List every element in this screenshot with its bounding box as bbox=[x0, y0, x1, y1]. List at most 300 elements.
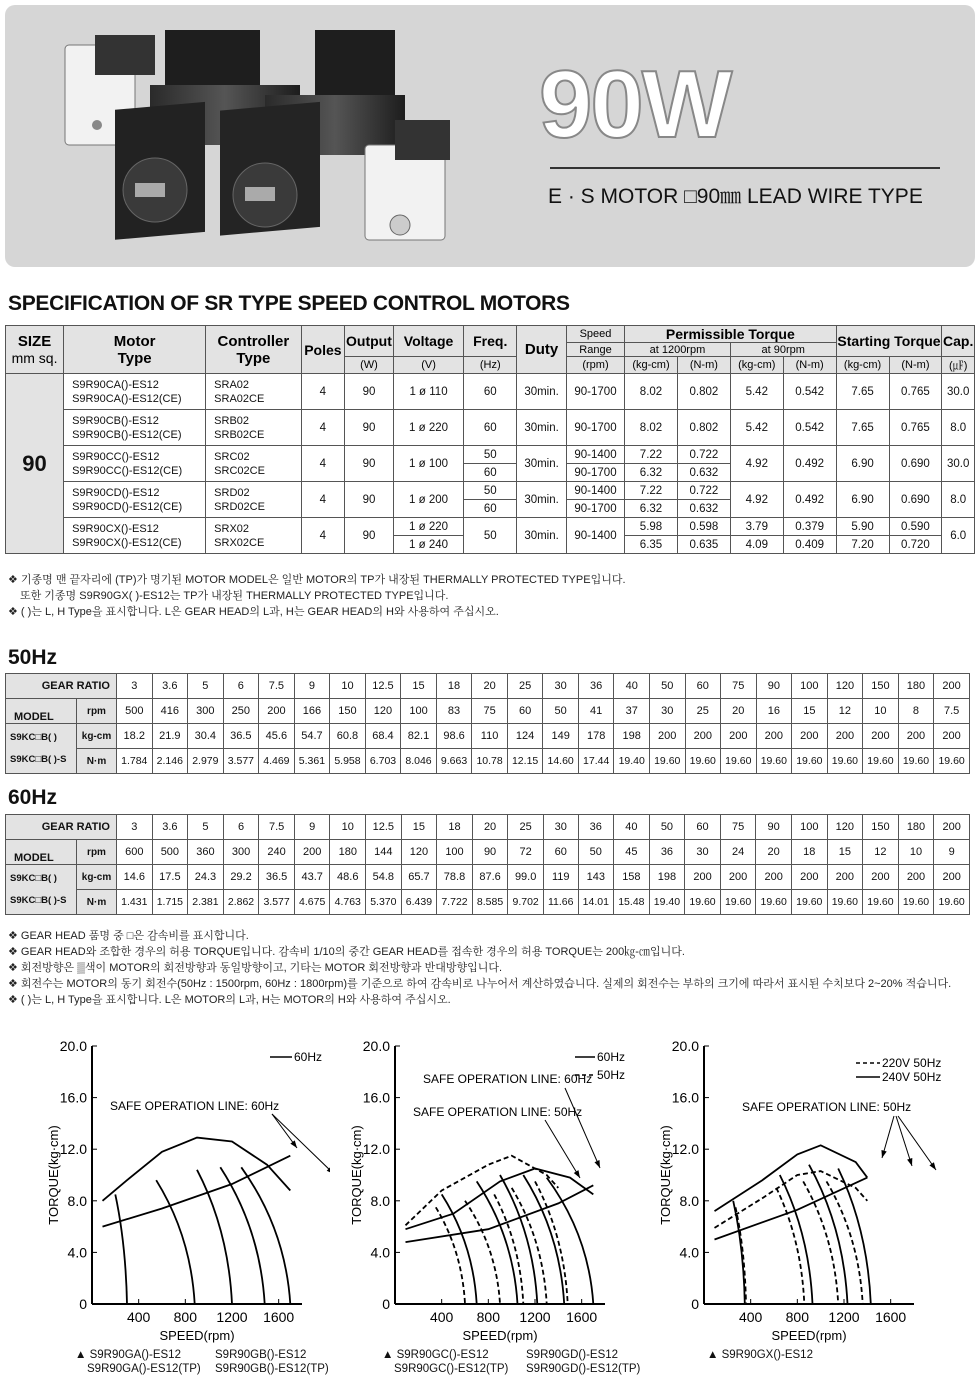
x-axis-label: SPEED(rpm) bbox=[159, 1328, 235, 1343]
nm-cell: 2.862 bbox=[223, 890, 259, 915]
pointer-head bbox=[907, 1158, 912, 1166]
unit-kgcm: (kg-cm) bbox=[730, 357, 783, 374]
load-curve bbox=[220, 1167, 264, 1304]
y-axis-label: TORQUE(kg·cm) bbox=[46, 1125, 61, 1225]
rpm-cell: 18 bbox=[791, 840, 827, 865]
nm-cell: 15.48 bbox=[614, 890, 650, 915]
poles-header: Poles bbox=[301, 326, 345, 374]
legend-label: 220V 50Hz bbox=[882, 1056, 942, 1070]
ratio-cell: 9 bbox=[294, 674, 330, 699]
speed-range: 90-1700 bbox=[566, 374, 624, 410]
y-axis-label: TORQUE(kg·cm) bbox=[349, 1125, 364, 1225]
ratio-cell: 40 bbox=[614, 815, 650, 840]
ratio-cell: 25 bbox=[507, 674, 543, 699]
voltage: 1 ø 100 bbox=[393, 446, 464, 482]
chart3-caption bbox=[707, 1348, 967, 1362]
pointer-line bbox=[545, 1120, 580, 1178]
freq: 60 bbox=[464, 410, 517, 446]
cap: 6.0 bbox=[942, 518, 975, 554]
speed-range: 90-1700 bbox=[566, 500, 624, 518]
ratio-cell: 18 bbox=[436, 674, 472, 699]
cap-unit: (㎌) bbox=[942, 357, 975, 374]
model-label: MODEL bbox=[6, 840, 77, 865]
kgcm-cell: 200 bbox=[791, 865, 827, 890]
kgcm-cell: 87.6 bbox=[472, 865, 508, 890]
ratio-cell: 30 bbox=[543, 674, 579, 699]
ratio-cell: 7.5 bbox=[259, 815, 295, 840]
ratio-row bbox=[6, 674, 970, 699]
nm-cell: 19.40 bbox=[649, 890, 685, 915]
legend-label: 50Hz bbox=[597, 1068, 626, 1082]
voltage: 1 ø 200 bbox=[393, 482, 464, 518]
unit-nm: (N-m) bbox=[889, 357, 942, 374]
rpm-cell: 72 bbox=[508, 840, 544, 865]
torque-90-kgcm: 5.42 bbox=[730, 410, 783, 446]
ratio-cell: 75 bbox=[720, 815, 756, 840]
starting-torque-header: Starting Torque bbox=[836, 326, 942, 357]
voltage: 1 ø 220 bbox=[393, 518, 464, 536]
voltage-unit: (V) bbox=[393, 357, 464, 374]
ratio-cell: 90 bbox=[756, 674, 792, 699]
nm-cell: 2.381 bbox=[188, 890, 224, 915]
caption-item: S9R90GB()-ES12 bbox=[215, 1349, 307, 1361]
torque-1200-nm: 0.632 bbox=[677, 464, 730, 482]
controller-type-header: Controller Type bbox=[206, 326, 301, 374]
caption-item: S9R90GD()-ES12(TP) bbox=[526, 1363, 641, 1375]
table-row bbox=[6, 446, 975, 464]
y-tick-label: 16.0 bbox=[59, 1089, 87, 1106]
rpm-label: rpm bbox=[77, 840, 117, 865]
load-curve bbox=[436, 1207, 465, 1304]
rpm-row bbox=[6, 699, 970, 724]
nm-cell: 19.60 bbox=[863, 749, 899, 774]
hz60-title: 60Hz bbox=[8, 786, 58, 809]
pointer-head bbox=[594, 1160, 600, 1168]
rpm-cell: 41 bbox=[578, 699, 614, 724]
spec-notes bbox=[8, 572, 626, 620]
caption-item: S9R90GD()-ES12 bbox=[526, 1349, 619, 1361]
note: 또한 기종명 S9R90GX( )-ES12는 TP가 내장된 THERMALLY PROTECTED TYPE입니다. bbox=[20, 590, 449, 602]
load-curve bbox=[827, 1181, 863, 1304]
kgcm-cell: 110 bbox=[472, 724, 508, 749]
kgcm-cell: 30.4 bbox=[188, 724, 224, 749]
rpm-cell: 8 bbox=[898, 699, 934, 724]
poles: 4 bbox=[301, 518, 345, 554]
kgcm-cell: 78.8 bbox=[437, 865, 473, 890]
torque-90-nm: 0.409 bbox=[783, 536, 836, 554]
motor-type-header: Motor Type bbox=[64, 326, 206, 374]
controller-type: SRX02 SRX02CE bbox=[206, 518, 301, 554]
cap-header: Cap. bbox=[942, 326, 975, 357]
x-tick-label: 1200 bbox=[519, 1309, 551, 1325]
ratio-cell: 30 bbox=[543, 815, 578, 840]
nm-cell: 19.60 bbox=[720, 890, 756, 915]
output: 90 bbox=[345, 410, 394, 446]
y-tick-label: 16.0 bbox=[671, 1089, 699, 1106]
kgcm-cell: 24.3 bbox=[188, 865, 224, 890]
kgcm-cell: 65.7 bbox=[401, 865, 437, 890]
torque-1200-nm: 0.722 bbox=[677, 446, 730, 464]
kgcm-cell: 36.5 bbox=[259, 865, 295, 890]
ratio-cell: 150 bbox=[863, 674, 899, 699]
rpm-cell: 37 bbox=[614, 699, 650, 724]
unit-nm: (N-m) bbox=[677, 357, 730, 374]
speed-unit: (rpm) bbox=[566, 357, 624, 374]
kgcm-cell: 200 bbox=[721, 724, 757, 749]
pointer-line bbox=[896, 1116, 912, 1166]
x-tick-label: 1200 bbox=[216, 1309, 248, 1325]
rpm-cell: 90 bbox=[472, 840, 508, 865]
x-tick-label: 1600 bbox=[263, 1309, 295, 1325]
rpm-label: rpm bbox=[77, 699, 117, 724]
freq: 50 bbox=[464, 518, 517, 554]
banner-subtitle: E · S MOTOR □90㎜ LEAD WIRE TYPE bbox=[548, 185, 923, 208]
model-cell: S9KC□B( ) S9KC□B( )-S bbox=[6, 865, 77, 915]
nm-row bbox=[6, 749, 970, 774]
ratio-cell: 40 bbox=[614, 674, 650, 699]
ratio-cell: 7.5 bbox=[259, 674, 295, 699]
nm-cell: 5.958 bbox=[330, 749, 366, 774]
caption-item: ▲ S9R90GC()-ES12 bbox=[382, 1349, 489, 1361]
table-row bbox=[6, 410, 975, 446]
freq: 50 bbox=[464, 482, 517, 500]
ratio-cell: 60 bbox=[685, 815, 721, 840]
kgcm-cell: 200 bbox=[898, 724, 934, 749]
nm-cell: 19.60 bbox=[685, 749, 721, 774]
nm-cell: 19.60 bbox=[649, 749, 685, 774]
gear-notes bbox=[8, 928, 951, 1008]
ratio-cell: 20 bbox=[472, 674, 508, 699]
ratio-cell: 6 bbox=[223, 674, 259, 699]
permissible-torque-header: Permissible Torque bbox=[625, 326, 837, 343]
starting-kgcm: 7.65 bbox=[836, 374, 889, 410]
ratio-cell: 100 bbox=[792, 674, 828, 699]
ratio-cell: 60 bbox=[685, 674, 721, 699]
nm-cell: 2.146 bbox=[152, 749, 188, 774]
ratio-cell: 100 bbox=[791, 815, 827, 840]
rpm-cell: 60 bbox=[507, 699, 543, 724]
torque-90-kgcm: 4.09 bbox=[730, 536, 783, 554]
note: ❖ 회전방향은 ▒색이 MOTOR의 회전방향과 동일방향이고, 기타는 MOTOR 회전방향과 반대방향입니다. bbox=[8, 962, 503, 974]
starting-nm: 0.590 bbox=[889, 518, 942, 536]
gear-ratio-label: GEAR RATIO bbox=[6, 674, 117, 699]
gear-ratio-label: GEAR RATIO bbox=[6, 815, 117, 840]
nm-cell: 6.439 bbox=[401, 890, 437, 915]
starting-kgcm: 7.20 bbox=[836, 536, 889, 554]
speed-range: 90-1400 bbox=[566, 482, 624, 500]
controller-type: SRA02 SRA02CE bbox=[206, 374, 301, 410]
freq: 50 bbox=[464, 446, 517, 464]
series-line-60hz bbox=[406, 1169, 594, 1230]
starting-kgcm: 7.65 bbox=[836, 410, 889, 446]
ratio-cell: 15 bbox=[401, 815, 437, 840]
nm-cell: 19.60 bbox=[934, 890, 970, 915]
rpm-cell: 200 bbox=[259, 699, 295, 724]
legend-label: 60Hz bbox=[294, 1050, 323, 1064]
torque-chart-3 bbox=[652, 1030, 952, 1350]
rpm-cell: 7.5 bbox=[934, 699, 970, 724]
output: 90 bbox=[345, 374, 394, 410]
rpm-cell: 300 bbox=[188, 699, 224, 724]
freq-header: Freq. bbox=[464, 326, 517, 357]
ratio-cell: 90 bbox=[756, 815, 792, 840]
ratio-cell: 6 bbox=[223, 815, 259, 840]
table-row bbox=[6, 518, 975, 536]
nm-cell: 12.15 bbox=[507, 749, 543, 774]
rpm-cell: 240 bbox=[259, 840, 295, 865]
kgcm-cell: 200 bbox=[756, 865, 792, 890]
starting-kgcm: 6.90 bbox=[836, 482, 889, 518]
ratio-cell: 9 bbox=[294, 815, 330, 840]
kgcm-cell: 98.6 bbox=[436, 724, 472, 749]
rpm-cell: 416 bbox=[152, 699, 188, 724]
kgcm-cell: 200 bbox=[827, 865, 863, 890]
rpm-cell: 150 bbox=[330, 699, 366, 724]
rpm-cell: 300 bbox=[223, 840, 259, 865]
nm-cell: 8.046 bbox=[401, 749, 437, 774]
rpm-cell: 10 bbox=[898, 840, 934, 865]
kgcm-label: kg-cm bbox=[77, 724, 117, 749]
unit-nm: (N-m) bbox=[783, 357, 836, 374]
load-curve bbox=[115, 1194, 127, 1304]
pointer-head bbox=[290, 1140, 297, 1148]
torque-90-nm: 0.542 bbox=[783, 410, 836, 446]
rpm-cell: 30 bbox=[685, 840, 721, 865]
kgcm-cell: 54.7 bbox=[294, 724, 330, 749]
nm-cell: 19.60 bbox=[756, 890, 792, 915]
nm-cell: 8.585 bbox=[472, 890, 508, 915]
nm-cell: 19.60 bbox=[898, 890, 934, 915]
motor-type: S9R90CD()-ES12 S9R90CD()-ES12(CE) bbox=[64, 482, 206, 518]
nm-cell: 4.675 bbox=[294, 890, 330, 915]
speed-range: 90-1700 bbox=[566, 410, 624, 446]
torque-1200-kgcm: 6.32 bbox=[625, 464, 678, 482]
size-header: SIZE mm sq. bbox=[6, 326, 64, 374]
product-banner bbox=[5, 5, 975, 267]
torque-1200-kgcm: 8.02 bbox=[625, 410, 678, 446]
y-tick-label: 0 bbox=[79, 1296, 87, 1312]
poles: 4 bbox=[301, 482, 345, 518]
load-curve bbox=[465, 1201, 500, 1304]
note: ❖ ( )는 L, H Type을 표시합니다. L은 GEAR HEAD의 L과, H는 GEAR HEAD의 H와 사용하여 주십시오. bbox=[8, 606, 499, 618]
torque-1200-nm: 0.722 bbox=[677, 482, 730, 500]
rpm-cell: 500 bbox=[152, 840, 188, 865]
ratio-cell: 5 bbox=[188, 674, 224, 699]
torque-90-nm: 0.379 bbox=[783, 518, 836, 536]
ratio-cell: 10 bbox=[330, 674, 366, 699]
rpm-cell: 12 bbox=[863, 840, 899, 865]
rpm-cell: 15 bbox=[827, 840, 863, 865]
torque-1200-nm: 0.632 bbox=[677, 500, 730, 518]
spec-title: SPECIFICATION OF SR TYPE SPEED CONTROL MOTORS bbox=[8, 292, 570, 315]
nm-cell: 3.577 bbox=[223, 749, 259, 774]
speed-header: Speed bbox=[566, 326, 624, 343]
ratio-cell: 3 bbox=[117, 815, 153, 840]
nm-cell: 5.370 bbox=[366, 890, 402, 915]
y-tick-label: 16.0 bbox=[362, 1089, 390, 1106]
ratio-cell: 50 bbox=[649, 674, 685, 699]
ratio-cell: 200 bbox=[934, 815, 970, 840]
safe-line-label: SAFE OPERATION LINE: 60Hz bbox=[110, 1099, 280, 1113]
x-tick-label: 800 bbox=[785, 1309, 810, 1325]
legend-label: 240V 50Hz bbox=[882, 1070, 942, 1084]
y-tick-label: 4.0 bbox=[67, 1244, 87, 1261]
ratio-cell: 180 bbox=[898, 815, 934, 840]
motor-type: S9R90CA()-ES12 S9R90CA()-ES12(CE) bbox=[64, 374, 206, 410]
load-curve bbox=[241, 1167, 290, 1304]
x-tick-label: 1600 bbox=[875, 1309, 907, 1325]
starting-nm: 0.720 bbox=[889, 536, 942, 554]
load-curve bbox=[780, 1175, 813, 1304]
speed-range: 90-1700 bbox=[566, 464, 624, 482]
duty: 30min. bbox=[517, 446, 567, 482]
torque-90-kgcm: 5.42 bbox=[730, 374, 783, 410]
kgcm-cell: 82.1 bbox=[401, 724, 437, 749]
ratio-cell: 200 bbox=[934, 674, 970, 699]
nm-cell: 19.60 bbox=[863, 890, 899, 915]
unit-kgcm: (kg-cm) bbox=[836, 357, 889, 374]
y-tick-label: 20.0 bbox=[362, 1038, 390, 1054]
torque-90-nm: 0.542 bbox=[783, 374, 836, 410]
starting-kgcm: 6.90 bbox=[836, 446, 889, 482]
torque-1200-kgcm: 7.22 bbox=[625, 482, 678, 500]
nm-row bbox=[6, 890, 970, 915]
wattage-title: 90W bbox=[539, 51, 731, 158]
kgcm-cell: 54.8 bbox=[366, 865, 402, 890]
rpm-cell: 30 bbox=[649, 699, 685, 724]
output: 90 bbox=[345, 482, 394, 518]
legend-label: 60Hz bbox=[597, 1050, 626, 1064]
poles: 4 bbox=[301, 374, 345, 410]
kgcm-cell: 200 bbox=[756, 724, 792, 749]
output-header: Output bbox=[345, 326, 394, 357]
controller-type: SRD02 SRD02CE bbox=[206, 482, 301, 518]
y-tick-label: 8.0 bbox=[370, 1192, 390, 1209]
torque-1200-nm: 0.635 bbox=[677, 536, 730, 554]
rpm-cell: 180 bbox=[330, 840, 366, 865]
nm-cell: 19.60 bbox=[934, 749, 970, 774]
rpm-cell: 144 bbox=[366, 840, 402, 865]
kgcm-cell: 200 bbox=[863, 724, 899, 749]
rpm-cell: 83 bbox=[436, 699, 472, 724]
kgcm-cell: 29.2 bbox=[223, 865, 259, 890]
kgcm-cell: 158 bbox=[614, 865, 650, 890]
torque-90-kgcm: 4.92 bbox=[730, 482, 783, 518]
note: ❖ 회전수는 MOTOR의 동기 회전수(50Hz : 1500rpm, 60Hz : 1800rpm)를 기준으로 하여 감속비로 나누어서 계산하였습니다. 실제의 회전수는 부하의 크기에 따라서 표시된 수치보다 2~20% 적습니다. bbox=[8, 978, 952, 990]
rpm-cell: 50 bbox=[543, 699, 579, 724]
pointer-head bbox=[929, 1162, 936, 1170]
kgcm-cell: 68.4 bbox=[365, 724, 401, 749]
load-curve bbox=[776, 1188, 804, 1304]
nm-cell: 7.722 bbox=[437, 890, 473, 915]
y-tick-label: 20.0 bbox=[671, 1038, 699, 1054]
hz50-title: 50Hz bbox=[8, 646, 58, 669]
ratio-cell: 20 bbox=[472, 815, 508, 840]
kgcm-cell: 200 bbox=[792, 724, 828, 749]
kgcm-cell: 198 bbox=[614, 724, 650, 749]
nm-cell: 19.60 bbox=[792, 749, 828, 774]
ratio-cell: 3.6 bbox=[152, 815, 188, 840]
voltage: 1 ø 240 bbox=[393, 536, 464, 554]
kgcm-cell: 200 bbox=[863, 865, 899, 890]
controller-type: SRC02 SRC02CE bbox=[206, 446, 301, 482]
y-tick-label: 4.0 bbox=[679, 1244, 699, 1261]
nm-cell: 4.763 bbox=[330, 890, 366, 915]
freq: 60 bbox=[464, 464, 517, 482]
poles: 4 bbox=[301, 446, 345, 482]
speed-range: 90-1400 bbox=[566, 446, 624, 464]
voltage: 1 ø 220 bbox=[393, 410, 464, 446]
torque-1200-kgcm: 6.32 bbox=[625, 500, 678, 518]
starting-nm: 0.690 bbox=[889, 446, 942, 482]
duty: 30min. bbox=[517, 374, 567, 410]
rpm-cell: 20 bbox=[756, 840, 792, 865]
motor-product-image bbox=[55, 15, 475, 265]
voltage: 1 ø 110 bbox=[393, 374, 464, 410]
rpm-cell: 100 bbox=[401, 699, 437, 724]
torque-90-nm: 0.492 bbox=[783, 482, 836, 518]
poles: 4 bbox=[301, 410, 345, 446]
ratio-row bbox=[6, 815, 970, 840]
rpm-cell: 250 bbox=[223, 699, 259, 724]
torque-chart-1 bbox=[40, 1030, 330, 1350]
rpm-row bbox=[6, 840, 970, 865]
rpm-cell: 20 bbox=[721, 699, 757, 724]
cap: 30.0 bbox=[942, 446, 975, 482]
output-unit: (W) bbox=[345, 357, 394, 374]
ratio-cell: 150 bbox=[863, 815, 899, 840]
kgcm-label: kg-cm bbox=[77, 865, 117, 890]
rpm-cell: 200 bbox=[294, 840, 330, 865]
ratio-cell: 36 bbox=[578, 815, 614, 840]
x-axis-label: SPEED(rpm) bbox=[771, 1328, 847, 1343]
ratio-cell: 3 bbox=[117, 674, 153, 699]
cap: 8.0 bbox=[942, 410, 975, 446]
ratio-cell: 12.5 bbox=[366, 815, 402, 840]
caption-item: S9R90GB()-ES12(TP) bbox=[215, 1363, 329, 1375]
torque-90-nm: 0.492 bbox=[783, 446, 836, 482]
kgcm-cell: 149 bbox=[543, 724, 579, 749]
ratio-cell: 18 bbox=[437, 815, 473, 840]
kgcm-cell: 99.0 bbox=[508, 865, 544, 890]
y-tick-label: 0 bbox=[382, 1296, 390, 1312]
nm-cell: 1.715 bbox=[152, 890, 188, 915]
load-curve bbox=[733, 1201, 745, 1304]
rpm-cell: 12 bbox=[827, 699, 863, 724]
nm-cell: 11.66 bbox=[543, 890, 578, 915]
torque-1200-nm: 0.802 bbox=[677, 410, 730, 446]
x-tick-label: 1600 bbox=[566, 1309, 598, 1325]
caption-item: S9R90GC()-ES12(TP) bbox=[394, 1363, 509, 1375]
chart2-caption bbox=[382, 1348, 672, 1376]
table-row bbox=[6, 374, 975, 410]
starting-nm: 0.690 bbox=[889, 482, 942, 518]
pointer-line bbox=[898, 1116, 936, 1170]
kgcm-cell: 45.6 bbox=[259, 724, 295, 749]
torque-1200-kgcm: 7.22 bbox=[625, 446, 678, 464]
caption-item: S9R90GA()-ES12(TP) bbox=[87, 1363, 201, 1375]
nm-cell: 6.703 bbox=[365, 749, 401, 774]
torque-1200-kgcm: 6.35 bbox=[625, 536, 678, 554]
caption-item: ▲ S9R90GX()-ES12 bbox=[707, 1349, 813, 1361]
motor-type: S9R90CC()-ES12 S9R90CC()-ES12(CE) bbox=[64, 446, 206, 482]
cap: 8.0 bbox=[942, 482, 975, 518]
kgcm-cell: 14.6 bbox=[117, 865, 153, 890]
rpm-cell: 60 bbox=[543, 840, 578, 865]
unit-kgcm: (kg-cm) bbox=[625, 357, 678, 374]
nm-cell: 19.60 bbox=[721, 749, 757, 774]
note: ❖ GEAR HEAD 품명 중 □은 감속비를 표시합니다. bbox=[8, 930, 249, 942]
